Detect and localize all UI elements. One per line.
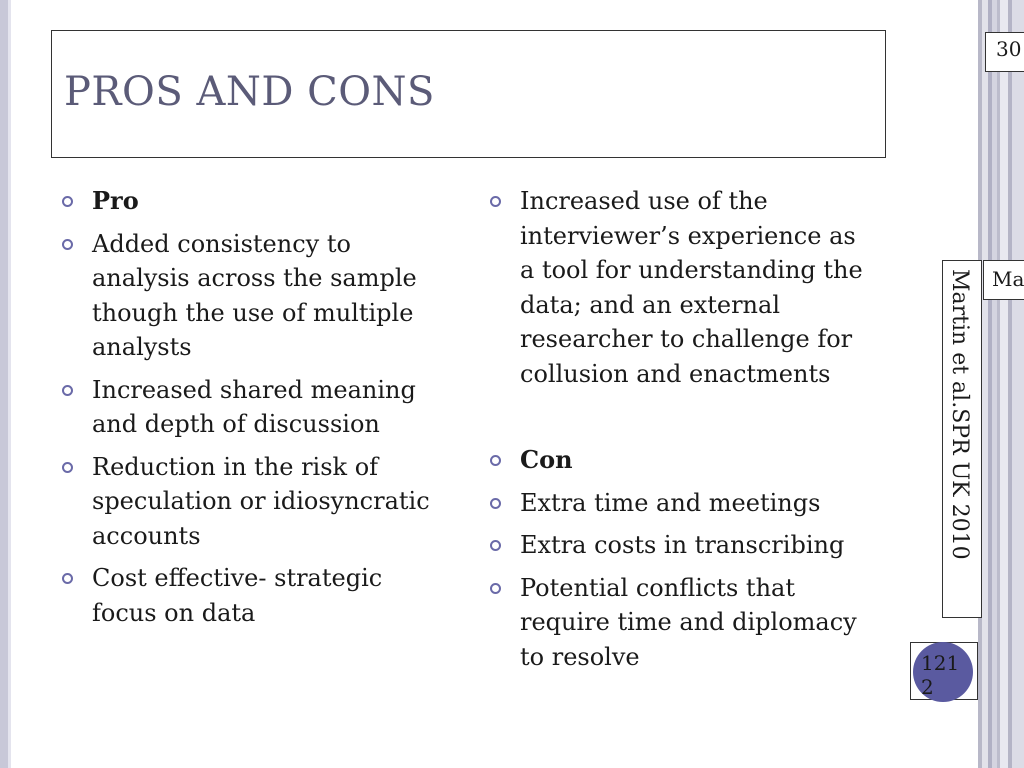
list-item bbox=[62, 184, 432, 219]
list-item bbox=[490, 486, 865, 521]
footer-small-text: Ma bbox=[992, 267, 1024, 291]
bullet-icon bbox=[62, 385, 73, 396]
slide-number: 30 bbox=[996, 37, 1022, 61]
bullet-icon bbox=[62, 462, 73, 473]
bullet-icon bbox=[490, 498, 501, 509]
footer-small-box bbox=[983, 260, 1024, 300]
list-item bbox=[490, 443, 865, 478]
list-item bbox=[490, 184, 865, 391]
list-item-text: Reduction in the risk of speculation or idiosyncratic accounts bbox=[92, 452, 430, 550]
bullet-icon bbox=[490, 583, 501, 594]
slide-title: PROS AND CONS bbox=[64, 69, 435, 115]
list-item bbox=[62, 561, 432, 630]
page-number: 121 2 bbox=[921, 651, 960, 699]
footer-vertical-box bbox=[942, 260, 982, 618]
page-number-box bbox=[910, 642, 978, 700]
list-item bbox=[62, 450, 432, 554]
list-item-text: Extra time and meetings bbox=[520, 488, 821, 517]
footer-vertical-text: Martin et al.SPR UK 2010 bbox=[947, 269, 972, 560]
list-item bbox=[62, 373, 432, 442]
list-item bbox=[490, 571, 865, 675]
title-box bbox=[51, 30, 886, 158]
spacer bbox=[490, 399, 865, 443]
pros-column bbox=[62, 184, 432, 638]
list-item-text: Cost effective- strategic focus on data bbox=[92, 564, 383, 627]
list-item-text: Pro bbox=[92, 186, 139, 215]
bullet-icon bbox=[62, 573, 73, 584]
list-item-text: Increased use of the interviewer’s experience as a tool for understanding the data; and an external researcher to challenge for collusion and enactments bbox=[520, 187, 863, 388]
list-item-text: Added consistency to analysis across the sample though the use of multiple analysts bbox=[92, 229, 417, 361]
right-stripe bbox=[1000, 0, 1008, 768]
list-item bbox=[62, 227, 432, 365]
right-stripe bbox=[1012, 0, 1024, 768]
bullet-icon bbox=[490, 196, 501, 207]
cons-column bbox=[490, 184, 865, 682]
list-item-text: Extra costs in transcribing bbox=[520, 531, 845, 559]
bullet-icon bbox=[490, 455, 501, 466]
bullet-icon bbox=[62, 239, 73, 250]
slide-number-box bbox=[985, 32, 1024, 72]
bullet-icon bbox=[490, 540, 501, 551]
list-item-text: Potential conflicts that require time and diplomacy to resolve bbox=[520, 573, 857, 671]
bullet-icon bbox=[62, 196, 73, 207]
list-item-text: Increased shared meaning and depth of discussion bbox=[92, 375, 416, 438]
left-edge-stripe-inner bbox=[8, 0, 11, 768]
list-item bbox=[490, 528, 865, 563]
list-item-text: Con bbox=[520, 445, 573, 474]
